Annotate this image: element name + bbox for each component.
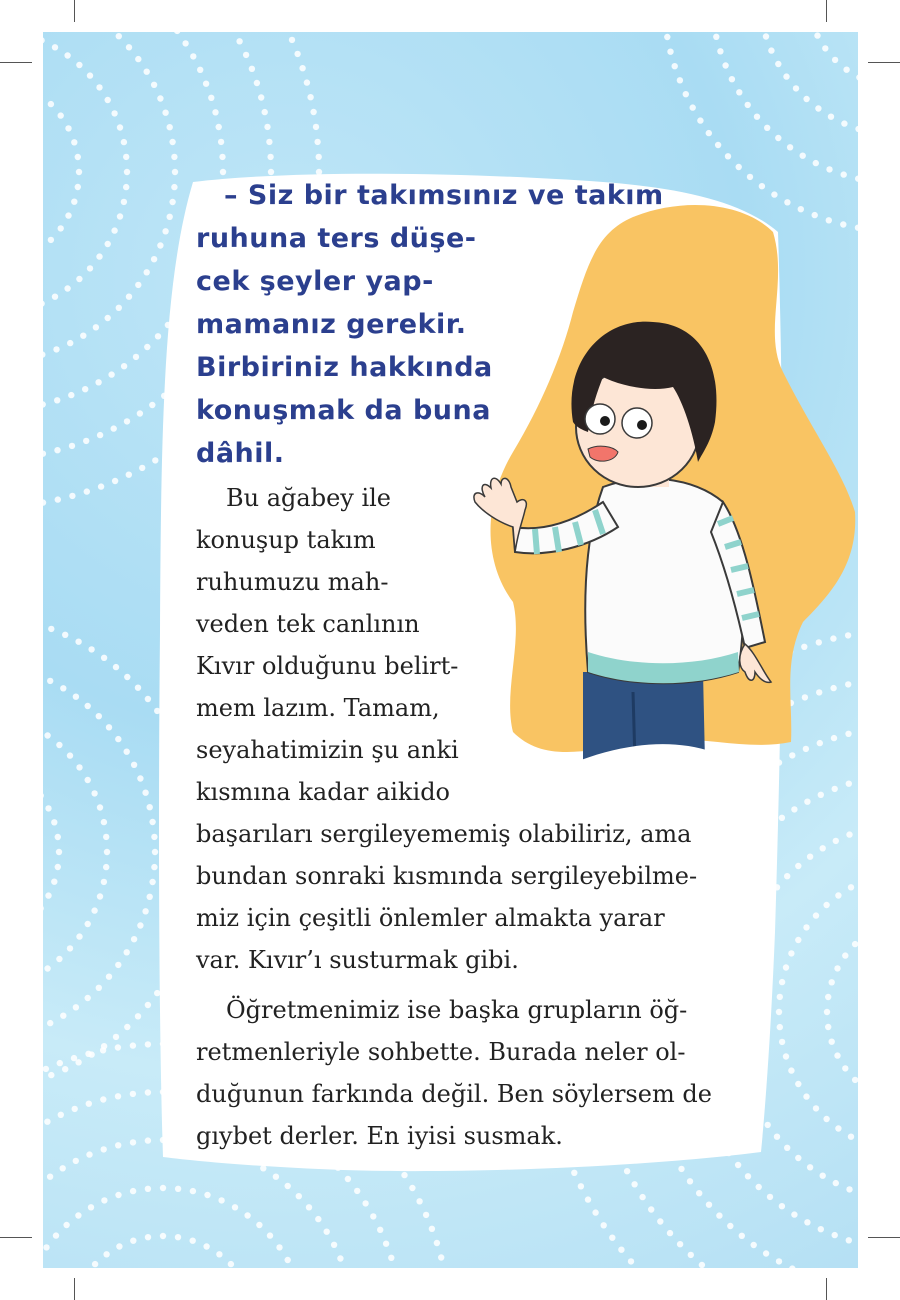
narration-line: seyahatimizin şu anki bbox=[196, 736, 459, 764]
narration-line: gıybet derler. En iyisi susmak. bbox=[196, 1122, 563, 1150]
crop-mark bbox=[0, 62, 32, 63]
book-page bbox=[43, 32, 858, 1268]
crop-mark bbox=[826, 0, 827, 22]
dialogue-line: ruhuna ters düşe- bbox=[196, 223, 477, 254]
dialogue-line: konuşmak da buna bbox=[196, 395, 491, 426]
narration-line: kısmına kadar aikido bbox=[196, 778, 451, 806]
narration-line: duğunun farkında değil. Ben söylersem de bbox=[196, 1080, 712, 1108]
crop-mark bbox=[74, 0, 75, 22]
dialogue-line: Birbiriniz hakkında bbox=[196, 352, 493, 383]
narration-line: mem lazım. Tamam, bbox=[196, 694, 440, 722]
narration-line: başarıları sergileyememiş olabiliriz, ama bbox=[196, 820, 692, 848]
crop-mark bbox=[74, 1278, 75, 1300]
dialogue-line: – Siz bir takımsınız ve takım bbox=[224, 180, 664, 211]
narration-line: retmenleriyle sohbette. Burada neler ol- bbox=[196, 1038, 686, 1066]
dialogue-line: dâhil. bbox=[196, 438, 285, 469]
dialogue-line: cek şeyler yap- bbox=[196, 266, 434, 297]
crop-mark bbox=[0, 1237, 32, 1238]
crop-mark bbox=[868, 1237, 900, 1238]
crop-mark bbox=[868, 62, 900, 63]
narration-line: veden tek canlının bbox=[196, 610, 420, 638]
narration-line: Kıvır olduğunu belirt- bbox=[196, 652, 459, 680]
dialogue-line: mamanız gerekir. bbox=[196, 309, 467, 340]
narration-line: Bu ağabey ile bbox=[226, 484, 392, 512]
narration-line: var. Kıvır’ı susturmak gibi. bbox=[196, 946, 519, 974]
narration-line: konuşup takım bbox=[196, 526, 376, 554]
narration-line: ruhumuzu mah- bbox=[196, 568, 389, 596]
narration-line: miz için çeşitli önlemler almakta yarar bbox=[196, 904, 665, 932]
narration-line: Öğretmenimiz ise başka grupların öğ- bbox=[226, 996, 688, 1024]
crop-mark bbox=[826, 1278, 827, 1300]
narration-line: bundan sonraki kısmında sergileyebilme- bbox=[196, 862, 698, 890]
